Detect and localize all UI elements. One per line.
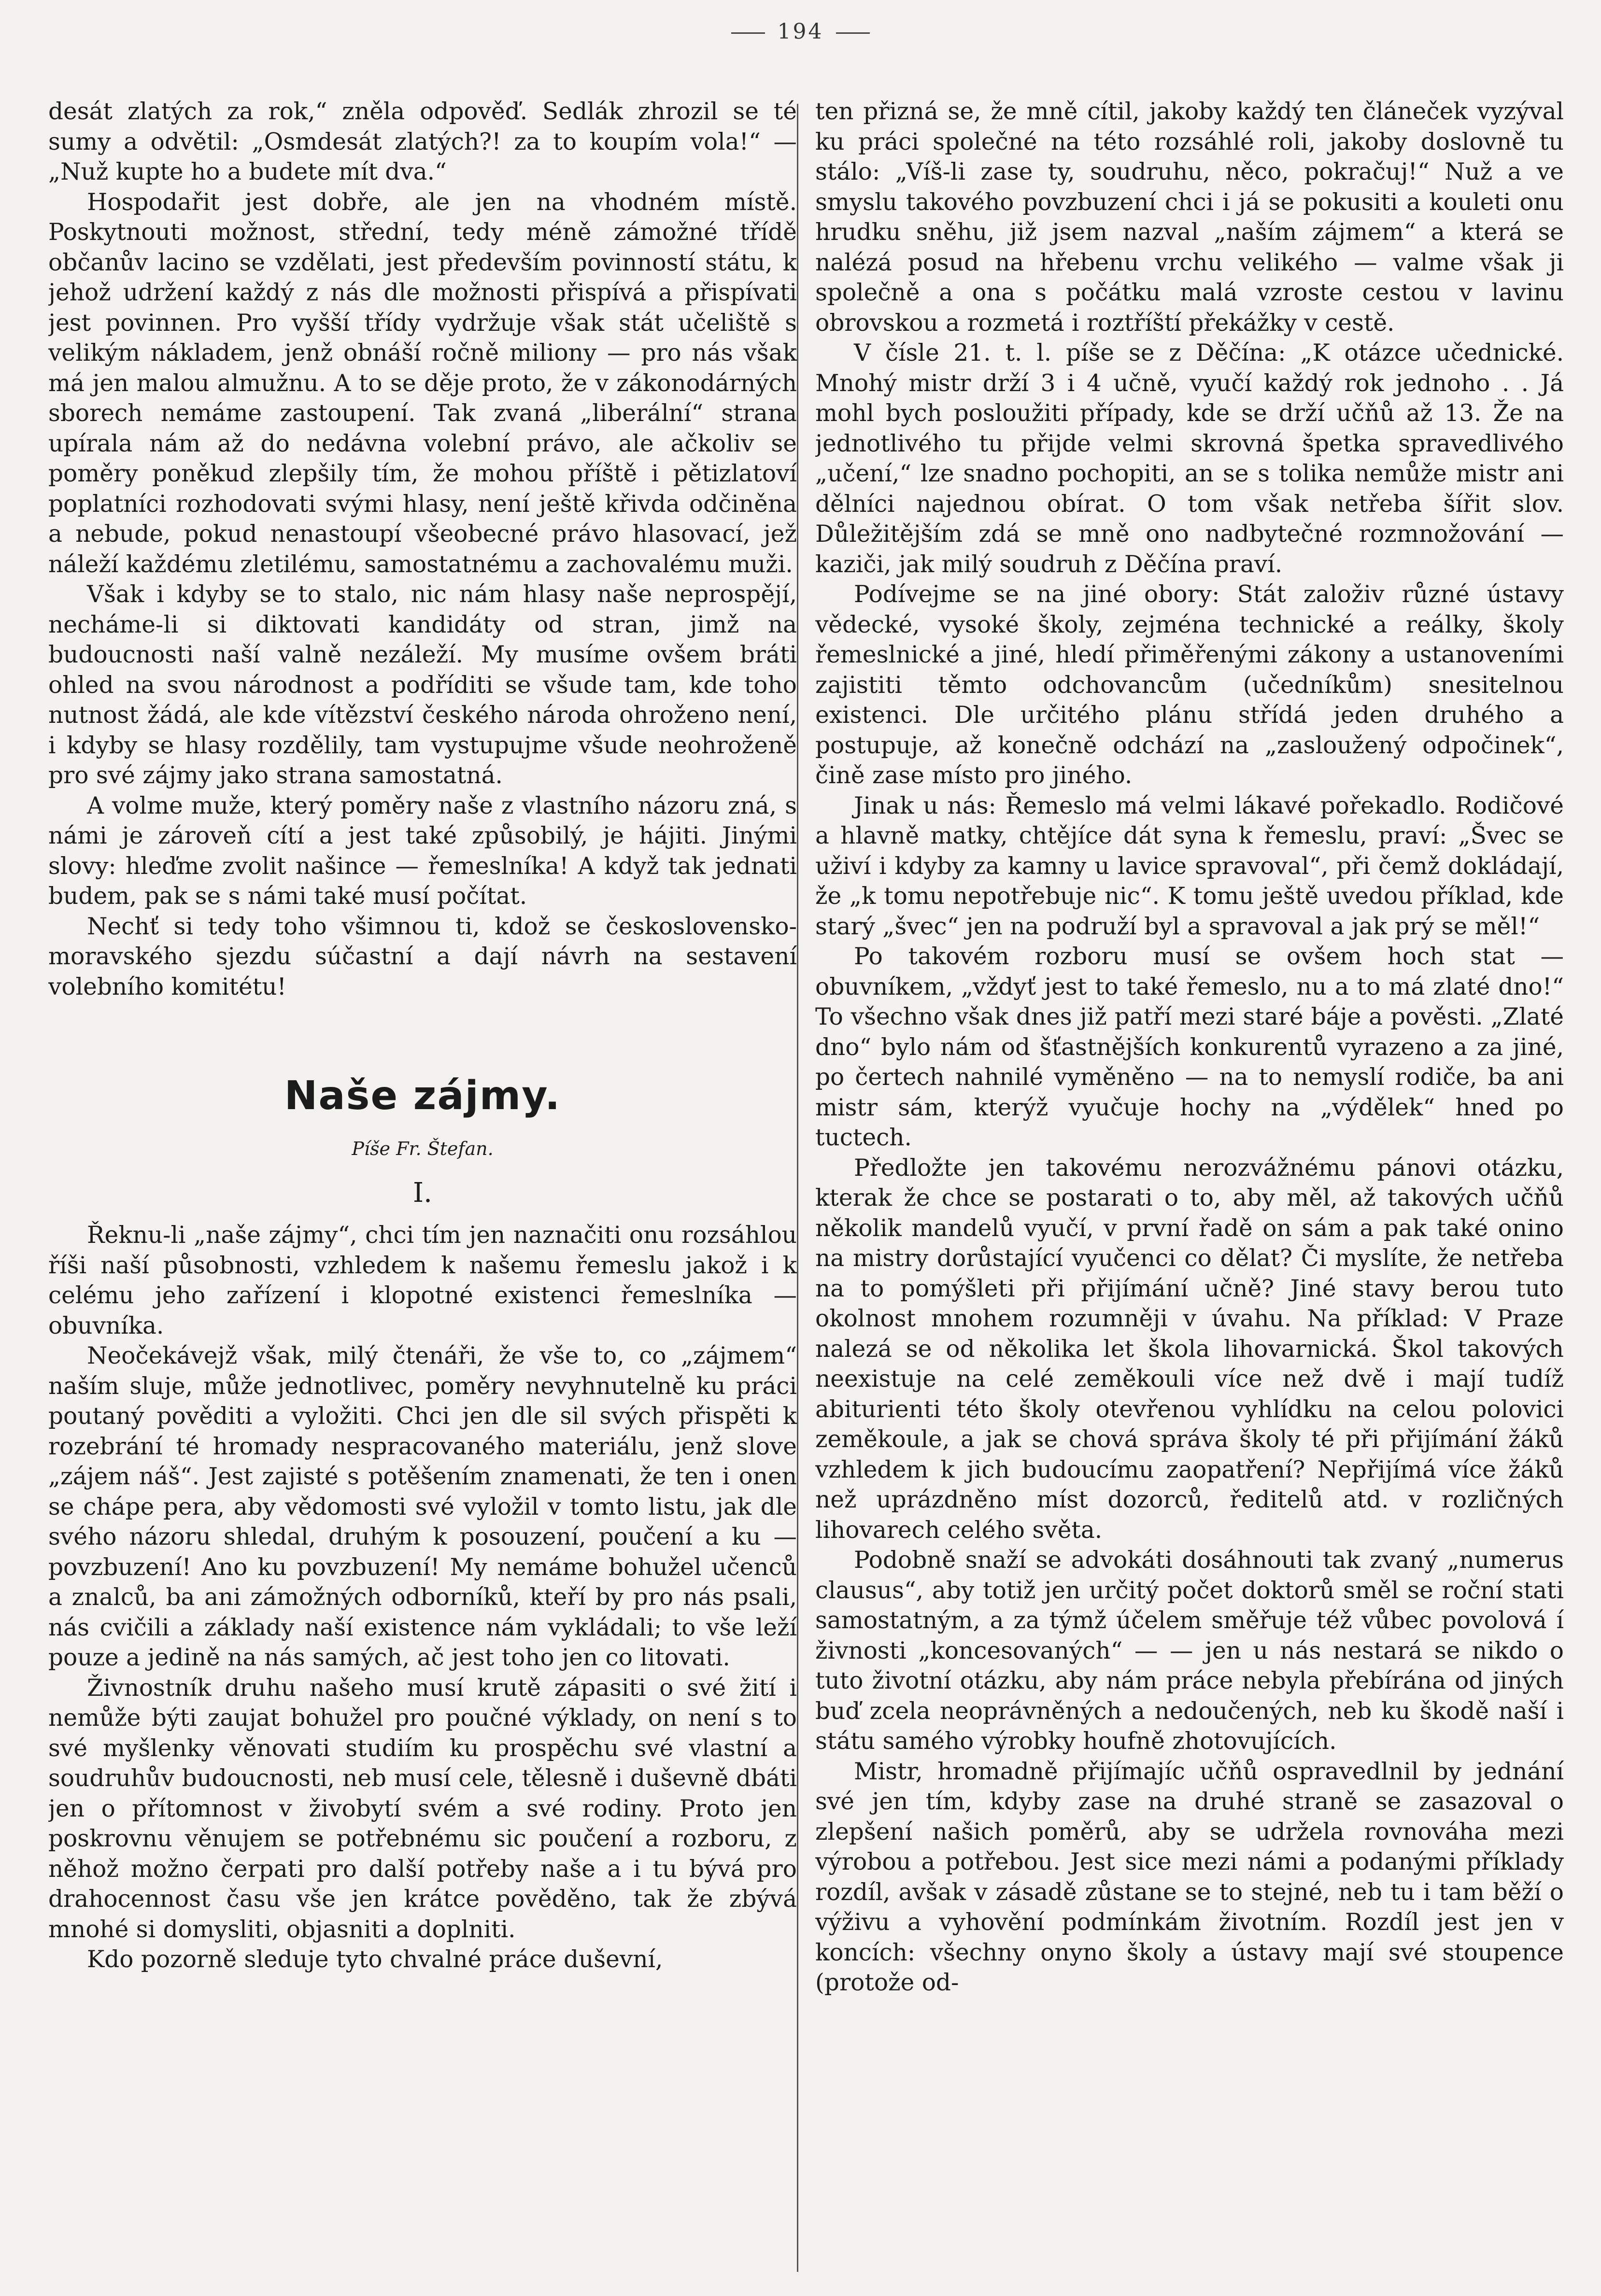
paragraph: Nechť si tedy toho všimnou ti, kdož se československo-moravského sjezdu súčastní a dají návrh na sestavení volebního komitétu!: [48, 913, 797, 1000]
paragraph: desát zlatých za rok,“ zněla odpověď. Sedlák zhrozil se té sumy a odvětil: „Osmdesát zlatých?! za to koupím vola!“ — „Nuž kupte ho a budete mít dva.“: [48, 98, 797, 185]
article-paragraph: Kdo pozorně sleduje tyto chvalné práce duševní,: [87, 1946, 663, 1973]
paragraph: Hospodařit jest dobře, ale jen na vhodném místě. Poskytnouti možnost, střední, tedy méně zámožné třídě občanův lacino se vzdělati, jest především povinností státu, k jehož udržení každý z nás dle možnosti přispívá a přispívati jest povinnen. Pro vyšší třídy vydržuje však stát učeliště s velikým nákladem, jenž obnáší ročně miliony — pro nás však má jen malou almužnu. A to se děje proto, že v zákonodárných sborech nemáme zastoupení. Tak zvaná „liberální“ strana upírala nám až do nedávna volební právo, ale ačkoliv se poměry poněkud zlepšily tím, že mohou příště i pětizlatoví poplatníci rozhodovati svými hlasy, není ještě křivda odčiněna a nebude, pokud nenastoupí všeobecné právo hlasovací, jež náleží každému zletilému, samostatnému a zachovalému muži.: [48, 188, 797, 578]
right-column: [815, 97, 1564, 2269]
header-dash-left: [731, 32, 765, 34]
page-number: 194: [777, 19, 824, 44]
article-paragraph: Řeknu-li „naše zájmy“, chci tím jen naznačiti onu rozsáhlou říši naší působnosti, vzhledem k našemu řemeslu jakož i k celému jeho zařízení i klopotné existenci řemeslníka — obuvníka.: [48, 1222, 797, 1339]
article-title: Naše zájmy.: [284, 1073, 561, 1119]
paragraph: V čísle 21. t. l. píše se z Děčína: „K otázce učednické. Mnohý mistr drží 3 i 4 učně, vyučí každý rok jednoho . . Já mohl bych posloužiti případy, kde se drží učňů až 13. Že na jednotlivého tu přijde velmi skrovná špetka spravedlivého „učení,“ lze snadno pochopiti, an se s tolika nemůže mistr ani dělníci najednou obírat. O tom však netřeba šířit slov. Důležitějším zdá se mně ono nadbytečné rozmnožování — kaziči, jak milý soudruh z Děčína praví.: [815, 339, 1564, 578]
paragraph: Po takovém rozboru musí se ovšem hoch stat — obuvníkem, „vždyť jest to také řemeslo, nu a to má zlaté dno!“ To všechno však dnes již patří mezi staré báje a pověsti. „Zlaté dno“ bylo nám od šťastnějších konkurentů vyrazeno a za jiné, po čertech nahnilé vyměněno — na to nemyslí rodiče, ba ani mistr sám, kterýž vyučuje hochy na „výdělek“ hned po tuctech.: [815, 943, 1564, 1151]
left-column: [48, 97, 797, 2269]
article-paragraph: Neočekávejž však, milý čtenáři, že vše to, co „zájmem“ naším sluje, může jednotlivec, poměry nevyhnutelně ku práci poutaný pověditi a vyložiti. Chci jen dle sil svých přispěti k rozebrání té hromady nespracovaného materiálu, jenž slove „zájem náš“. Jest zajisté s potěšením znamenati, že ten i onen se chápe pera, aby vědomosti své vyložil v tomto listu, jak dle svého názoru shledal, druhým k posouzení, poučení a ku — povzbuzení! Ano ku povzbuzení! My nemáme bohužel učenců a znalců, ba ani zámožných odborníků, kteří by pro nás psali, nás cvičili a základy naší existence nám vykládali; to vše leží pouze a jedině na nás samých, ač jest toho jen co litovati.: [48, 1342, 797, 1671]
page-header: [0, 19, 1601, 44]
paragraph: Podobně snaží se advokáti dosáhnouti tak zvaný „numerus clausus“, aby totiž jen určitý počet doktorů směl se roční stati samostatným, a za týmž účelem směřuje též vůbec povolová í živnosti „koncesovaných“ — — jen u nás nestará se nikdo o tuto životní otázku, aby nám práce nebyla přebírána od jiných buď zcela neoprávněných a nedoučených, neb ku škodě naší i státu samého výrobky houfně zhotovujících.: [815, 1547, 1564, 1755]
paragraph: ten přizná se, že mně cítil, jakoby každý ten článeček vyzýval ku práci společné na této rozsáhlé roli, jakoby doslovně tu stálo: „Víš-li zase ty, soudruhu, něco, pokračuj!“ Nuž a ve smyslu takového povzbuzení chci i já se pokusiti a kouleti onu hrudku sněhu, již jsem nazval „naším zájmem“ a která se nalézá posud na hřebenu vrchu velikého — valme však ji společně a ona s počátku malá vzroste cestou v lavinu obrovskou a rozmetá i roztříští překážky v cestě.: [815, 98, 1564, 337]
header-dash-right: [836, 32, 870, 34]
column-divider: [797, 104, 798, 2272]
paragraph: A volme muže, který poměry naše z vlastního názoru zná, s námi je zároveň cítí a jest také způsobilý, je hájiti. Jinými slovy: hleďme zvolit našince — řemeslníka! A když tak jednati budem, pak se s námi také musí počítat.: [48, 792, 797, 910]
article-paragraph: Živnostník druhu našeho musí krutě zápasiti o své žití i nemůže býti zaujat bohužel pro poučné výklady, on není s to své myšlenky věnovati studiím ku prospěchu své vlastní a soudruhův budoucnosti, neb musí cele, tělesně i duševně dbáti jen o přítomnost v živobytí svém a své rodiny. Proto jen poskrovnu věnujem se potřebnému sic poučení a rozboru, z něhož možno čerpati pro další potřeby naše a i tu bývá pro drahocennost času vše jen krátce pověděno, tak že zbývá mnohé si domysliti, objasniti a doplniti.: [48, 1674, 797, 1943]
paragraph: Však i kdyby se to stalo, nic nám hlasy naše neprospějí, necháme-li si diktovati kandidáty od stran, jimž na budoucnosti naší valně nezáleží. My musíme ovšem bráti ohled na svou národnost a podříditi se všude tam, kde toho nutnost žádá, ale kde vítězství českého národa ohroženo není, i kdyby se hlasy rozdělily, tam vystupujme všude neohroženě pro své zájmy jako strana samostatná.: [48, 581, 797, 789]
article-byline: Píše Fr. Štefan.: [352, 1138, 494, 1159]
paragraph: Podívejme se na jiné obory: Stát založiv různé ústavy vědecké, vysoké školy, zejména technické a reálky, školy řemeslnické a jiné, hledí přiměřenými zákony a ustanoveními zajistiti těmto odchovancům (učedníkům) snesitelnou existenci. Dle určitého plánu střídá jeden druhého a postupuje, až konečně odchází na „zasloužený odpočinek“, čině zase místo pro jiného.: [815, 581, 1564, 789]
section-number: I.: [413, 1177, 432, 1209]
paragraph: Předložte jen takovému nerozvážnému pánovi otázku, kterak že chce se postarati o to, aby měl, až takových učňů několik mandelů vyučí, v první řadě on sám a pak také onino na mistry dorůstající vyučenci co dělat? Či myslíte, že netřeba na to pomýšleti při přijímání učně? Jiné stavy berou tuto okolnost mnohem rozumněji v úvahu. Na příklad: V Praze nalezá se od několika let škola lihovarnická. Škol takových neexistuje na celé zeměkouli více než dvě i mají tudíž abiturienti této školy otevřenou vyhlídku na celou polovici zeměkoule, a jak se chová správa školy té při přijímání žáků vzhledem k jich budoucímu zaopatření? Nepřijímá více žáků než uprázdněno míst dozorců, ředitelů atd. v rozličných lihovarech celého světa.: [815, 1154, 1564, 1544]
paragraph: Mistr, hromadně přijímajíc učňů ospravedlnil by jednání své jen tím, kdyby zase na druhé straně se zasazoval o zlepšení našich poměrů, aby se udržela rovnováha mezi výrobou a potřebou. Jest sice mezi námi a podanými příklady rozdíl, avšak v zásadě zůstane se to stejné, neb tu i tam běží o výživu a vyhovění podmínkám životním. Rozdíl jest jen v koncích: všechny onyno školy a ústavy mají své stoupence (protože od-: [815, 1758, 1564, 1996]
paragraph: Jinak u nás: Řemeslo má velmi lákavé pořekadlo. Rodičové a hlavně matky, chtějíce dát syna k řemeslu, praví: „Švec se uživí i kdyby za kamny u lavice spravoval“, při čemž dokládají, že „k tomu nepotřebuje nic“. K tomu ještě uvedou příklad, kde starý „švec“ jen na podruží byl a spravoval a jak prý se měl!“: [815, 792, 1564, 940]
